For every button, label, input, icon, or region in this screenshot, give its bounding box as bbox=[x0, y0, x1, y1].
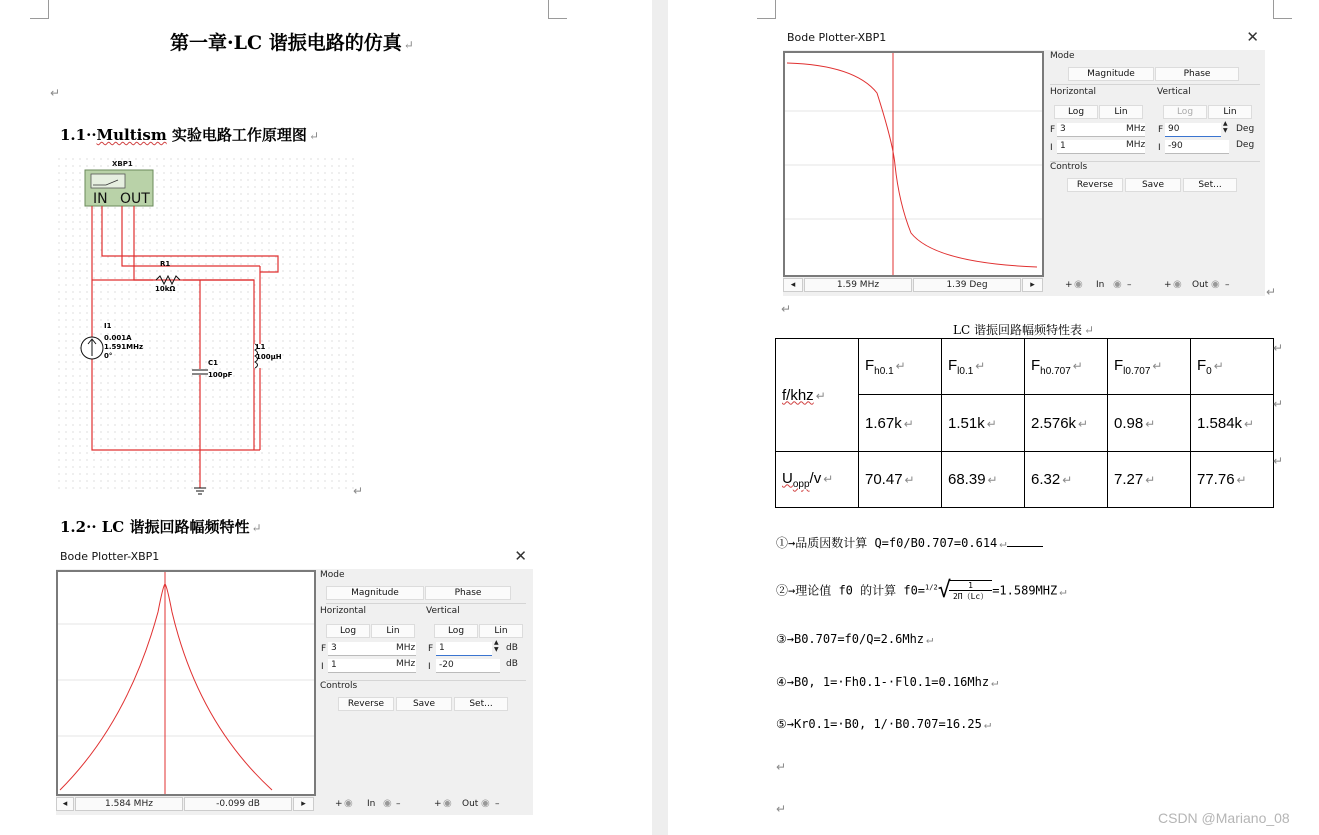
set-button[interactable]: Set... bbox=[1183, 178, 1237, 192]
cell-value: 1.584k bbox=[1197, 414, 1243, 432]
table-cell: 1.67k ↵ bbox=[859, 395, 942, 452]
controls-label: Controls bbox=[1050, 162, 1088, 172]
i1-amplitude: 0.001A bbox=[104, 334, 132, 342]
table-header-cell: $F_{l0.707}$ ↵ bbox=[1108, 339, 1191, 395]
bode-plotter-magnitude-window bbox=[56, 545, 533, 815]
cell-value: 1.51k bbox=[948, 414, 985, 432]
controls-label: Controls bbox=[320, 681, 358, 691]
cell-value: 1.67k bbox=[865, 414, 902, 432]
table-row bbox=[776, 339, 1274, 395]
window-title: Bode Plotter-XBP1 bbox=[60, 550, 160, 563]
h-initial-label: I bbox=[1050, 143, 1053, 153]
horizontal-lin-button[interactable]: Lin bbox=[1099, 105, 1143, 119]
header-main: F bbox=[948, 356, 958, 374]
out-minus-terminal-icon[interactable]: ◉ bbox=[1211, 279, 1220, 290]
out-label: Out bbox=[462, 799, 479, 809]
r1-label: R1 bbox=[160, 260, 171, 268]
calc-line-1: ①→品质因数计算 Q=f0/B0.707=0.614 ↵ bbox=[776, 534, 1043, 551]
vertical-label: Vertical bbox=[1157, 87, 1191, 97]
v-initial-label: I bbox=[428, 662, 431, 672]
in-minus-label: – bbox=[396, 799, 401, 809]
table-cell: 7.27 ↵ bbox=[1108, 452, 1191, 508]
paragraph-mark: ↵ bbox=[1083, 323, 1095, 337]
calc-exponent: 1/2 bbox=[925, 583, 938, 592]
cell-value: 7.27 bbox=[1114, 471, 1144, 488]
h-initial-unit: MHz bbox=[1126, 140, 1146, 150]
bode-plotter-instrument bbox=[85, 170, 153, 207]
horizontal-label: Horizontal bbox=[1050, 87, 1096, 97]
in-minus-terminal-icon[interactable]: ◉ bbox=[1113, 279, 1122, 290]
v-initial-unit: Deg bbox=[1236, 140, 1255, 150]
v-final-unit: Deg bbox=[1236, 124, 1255, 134]
value-readout: 1.39 Deg bbox=[913, 278, 1021, 292]
h-final-label: F bbox=[321, 644, 327, 654]
h-final-label: F bbox=[1050, 125, 1056, 135]
fraction-numerator: 1 bbox=[949, 581, 992, 591]
close-icon[interactable]: ✕ bbox=[1246, 28, 1259, 46]
c1-label: C1 bbox=[208, 359, 219, 367]
h-initial-field[interactable]: 1 bbox=[328, 659, 416, 673]
out-minus-label: – bbox=[495, 799, 500, 809]
chapter-title-text: 第一章·LC 谐振电路的仿真 bbox=[170, 32, 402, 54]
vertical-lin-button[interactable]: Lin bbox=[1208, 105, 1252, 119]
row-label-unit: /v bbox=[809, 469, 822, 487]
sqrt-icon: √ bbox=[937, 578, 951, 603]
cell-value: 77.76 bbox=[1197, 471, 1235, 488]
phase-button[interactable]: Phase bbox=[1155, 67, 1239, 81]
value-readout: -0.099 dB bbox=[184, 797, 292, 811]
corner-mark-top-left-page1 bbox=[30, 0, 49, 19]
header-sub: h0.707 bbox=[1040, 365, 1071, 377]
calc-line-2-text: ②→理论值 f0 的计算 f0= bbox=[776, 583, 926, 598]
c1-value: 100pF bbox=[208, 371, 233, 379]
cursor-right-button[interactable]: ▸ bbox=[1022, 278, 1043, 292]
calc-line-2: ②→理论值 f0 的计算 f0=$^{1/2}$√ $\frac{1}{2\Pi(Lc)}$ =1.589MHZ ↵ bbox=[776, 578, 1067, 603]
cursor-left-button[interactable]: ◂ bbox=[56, 797, 74, 811]
vertical-label: Vertical bbox=[426, 606, 460, 616]
out-plus-terminal-icon[interactable]: ◉ bbox=[1173, 279, 1182, 290]
section-heading-1 bbox=[60, 124, 319, 145]
vertical-log-button[interactable]: Log bbox=[1163, 105, 1207, 119]
cursor-left-button[interactable]: ◂ bbox=[783, 278, 803, 292]
reverse-button[interactable]: Reverse bbox=[338, 697, 394, 711]
fraction-denominator: 2Π（Lc） bbox=[952, 592, 989, 601]
calc-line-3: ③→B0.707=f0/Q=2.6Mhz ↵ bbox=[776, 632, 934, 646]
h-initial-field[interactable]: 1 bbox=[1057, 140, 1145, 154]
v-initial-label: I bbox=[1158, 143, 1161, 153]
mode-label: Mode bbox=[1050, 51, 1075, 61]
frequency-readout: 1.584 MHz bbox=[75, 797, 183, 811]
table-header-cell: $F_0$ ↵ bbox=[1191, 339, 1274, 395]
paragraph-mark: ↵ bbox=[353, 484, 364, 498]
header-sub: l0.1 bbox=[957, 365, 974, 377]
close-icon[interactable]: ✕ bbox=[514, 547, 527, 565]
corner-mark-top-right-page2 bbox=[1273, 0, 1292, 19]
cursor-right-button[interactable]: ▸ bbox=[293, 797, 314, 811]
magnitude-curve bbox=[60, 584, 272, 790]
spin-arrows-icon[interactable]: ▲ ▼ bbox=[494, 639, 499, 653]
table-cell: 6.32 ↵ bbox=[1025, 452, 1108, 508]
in-minus-terminal-icon[interactable]: ◉ bbox=[383, 798, 392, 809]
r1-value: 10kΩ bbox=[155, 285, 176, 293]
window-titlebar bbox=[56, 545, 533, 569]
calc-line-2-result: =1.589MHZ bbox=[992, 583, 1058, 598]
plot-gridlines bbox=[785, 111, 1042, 219]
out-terminal-label: OUT bbox=[120, 191, 150, 207]
magnitude-button[interactable]: Magnitude bbox=[326, 586, 424, 600]
horizontal-label: Horizontal bbox=[320, 606, 366, 616]
horizontal-log-button[interactable]: Log bbox=[326, 624, 370, 638]
h-final-field[interactable]: 3 bbox=[1057, 123, 1145, 137]
vertical-lin-button[interactable]: Lin bbox=[479, 624, 523, 638]
row-label-voltage: U bbox=[782, 469, 793, 487]
table-cell: 0.98 ↵ bbox=[1108, 395, 1191, 452]
section-rest: 实验电路工作原理图 bbox=[166, 126, 307, 144]
in-label: In bbox=[1096, 280, 1105, 290]
table-cell: 77.76 ↵ bbox=[1191, 452, 1274, 508]
out-minus-terminal-icon[interactable]: ◉ bbox=[481, 798, 490, 809]
paragraph-mark: ↵ bbox=[776, 760, 787, 774]
corner-mark-top-right-page1 bbox=[548, 0, 567, 19]
set-button[interactable]: Set... bbox=[454, 697, 508, 711]
phase-plot-svg bbox=[785, 53, 1042, 275]
save-button[interactable]: Save bbox=[396, 697, 452, 711]
phase-button[interactable]: Phase bbox=[425, 586, 511, 600]
paragraph-mark: ↵ bbox=[1273, 397, 1284, 411]
v-initial-field[interactable]: -20 bbox=[436, 659, 500, 673]
table-header-cell: $F_{h0.707}$ ↵ bbox=[1025, 339, 1108, 395]
v-final-field[interactable]: 90 bbox=[1165, 123, 1221, 137]
h-final-unit: MHz bbox=[1126, 124, 1146, 134]
chapter-title bbox=[170, 28, 414, 55]
v-final-field[interactable]: 1 bbox=[436, 642, 492, 656]
section-number: 1.1·· bbox=[60, 126, 97, 144]
row-label-frequency: f/khz bbox=[782, 386, 814, 404]
in-minus-label: – bbox=[1127, 280, 1132, 290]
v-initial-unit: dB bbox=[506, 659, 518, 669]
paragraph-mark: ↵ bbox=[781, 302, 792, 316]
magnitude-plot-svg bbox=[58, 572, 314, 794]
table-cell: 70.47 ↵ bbox=[859, 452, 942, 508]
header-main: F bbox=[865, 356, 875, 374]
v-final-label: F bbox=[428, 644, 434, 654]
table-caption-text: LC 谐振回路幅频特性表 bbox=[953, 323, 1082, 337]
header-main: F bbox=[1031, 356, 1041, 374]
circuit-schematic bbox=[58, 158, 368, 498]
in-label: In bbox=[367, 799, 376, 809]
table-cell: $U_{opp}/v$ ↵ bbox=[776, 452, 859, 508]
v-final-unit: dB bbox=[506, 643, 518, 653]
save-button[interactable]: Save bbox=[1125, 178, 1181, 192]
table-row bbox=[776, 452, 1274, 508]
table-cell: 1.51k ↵ bbox=[942, 395, 1025, 452]
calc-line-3-text: ③→B0.707=f0/Q=2.6Mhz bbox=[776, 632, 925, 646]
paragraph-mark: ↵ bbox=[251, 521, 262, 535]
out-label: Out bbox=[1192, 280, 1209, 290]
watermark: CSDN @Mariano_08 bbox=[1158, 810, 1290, 826]
paragraph-mark: ↵ bbox=[50, 86, 61, 100]
calc-line-4-text: ④→B0, 1=·Fh0.1-·Fl0.1=0.16Mhz bbox=[776, 675, 990, 689]
cell-value: 0.98 bbox=[1114, 414, 1144, 432]
h-final-field[interactable]: 3 bbox=[328, 642, 416, 656]
fraction bbox=[949, 580, 992, 602]
h-final-unit: MHz bbox=[396, 643, 416, 653]
in-plus-terminal-icon[interactable]: ◉ bbox=[1074, 279, 1083, 290]
calc-line-4: ④→B0, 1=·Fh0.1-·Fl0.1=0.16Mhz ↵ bbox=[776, 675, 999, 689]
section-heading-2-text: 1.2·· LC 谐振回路幅频特性 bbox=[60, 518, 250, 536]
cell-value: 2.576k bbox=[1031, 414, 1077, 432]
header-sub: l0.707 bbox=[1123, 365, 1151, 377]
table-cell: 1.584k ↵ bbox=[1191, 395, 1274, 452]
bode-plotter-phase-window bbox=[783, 26, 1265, 296]
lc-characteristic-table bbox=[775, 338, 1274, 508]
paragraph-mark: ↵ bbox=[776, 802, 787, 816]
plot-gridlines bbox=[58, 624, 314, 736]
out-minus-label: – bbox=[1225, 280, 1230, 290]
header-sub: 0 bbox=[1206, 365, 1212, 377]
xbp1-label: XBP1 bbox=[112, 160, 133, 168]
table-caption bbox=[953, 321, 1094, 338]
frequency-readout: 1.59 MHz bbox=[804, 278, 912, 292]
magnitude-button[interactable]: Magnitude bbox=[1068, 67, 1154, 81]
reverse-button[interactable]: Reverse bbox=[1067, 178, 1123, 192]
calc-line-5-text: ⑤→Kr0.1=·B0, 1/·B0.707=16.25 bbox=[776, 717, 982, 731]
l1-label: L1 bbox=[256, 343, 266, 351]
horizontal-lin-button[interactable]: Lin bbox=[371, 624, 415, 638]
section-heading-2 bbox=[60, 516, 262, 537]
h-initial-label: I bbox=[321, 662, 324, 672]
out-plus-terminal-icon[interactable]: ◉ bbox=[443, 798, 452, 809]
window-title: Bode Plotter-XBP1 bbox=[787, 31, 887, 44]
table-cell: 2.576k ↵ bbox=[1025, 395, 1108, 452]
section-word: Multism bbox=[96, 126, 167, 144]
paragraph-mark: ↵ bbox=[1273, 341, 1284, 355]
magnitude-plot bbox=[56, 570, 316, 796]
phase-plot bbox=[783, 51, 1044, 277]
window-titlebar bbox=[783, 26, 1265, 50]
page-gap bbox=[652, 0, 668, 835]
table-cell: 68.39 ↵ bbox=[942, 452, 1025, 508]
in-terminal-label: IN bbox=[93, 191, 108, 207]
out-plus-label: + bbox=[434, 799, 442, 809]
i1-phase: 0° bbox=[104, 352, 113, 360]
out-plus-label: + bbox=[1164, 280, 1172, 290]
mode-label: Mode bbox=[320, 570, 345, 580]
i1-label: I1 bbox=[104, 322, 112, 330]
paragraph-mark: ↵ bbox=[403, 38, 414, 52]
separator bbox=[1050, 84, 1260, 85]
spin-arrows-icon[interactable]: ▲ ▼ bbox=[1223, 120, 1228, 134]
separator bbox=[326, 603, 526, 604]
in-plus-terminal-icon[interactable]: ◉ bbox=[344, 798, 353, 809]
l1-value: 100μH bbox=[256, 353, 282, 361]
calc-line-5: ⑤→Kr0.1=·B0, 1/·B0.707=16.25 ↵ bbox=[776, 717, 992, 731]
row-label-sub: opp bbox=[792, 478, 810, 490]
v-initial-field[interactable]: -90 bbox=[1165, 140, 1229, 154]
cell-value: 68.39 bbox=[948, 471, 986, 488]
calc-line-1-text: ①→品质因数计算 Q=f0/B0.707=0.614 bbox=[776, 536, 998, 550]
cell-value: 6.32 bbox=[1031, 471, 1061, 488]
table-header-cell: $F_{h0.1}$ ↵ bbox=[859, 339, 942, 395]
table-cell: f/khz ↵ bbox=[776, 339, 859, 452]
in-plus-label: + bbox=[1065, 280, 1073, 290]
in-plus-label: + bbox=[335, 799, 343, 809]
paragraph-mark: ↵ bbox=[308, 129, 319, 143]
v-final-label: F bbox=[1158, 125, 1164, 135]
i1-frequency: 1.591MHz bbox=[104, 343, 144, 351]
corner-mark-top-left-page2 bbox=[757, 0, 776, 19]
horizontal-log-button[interactable]: Log bbox=[1054, 105, 1098, 119]
paragraph-mark: ↵ bbox=[1266, 285, 1277, 299]
header-sub: h0.1 bbox=[874, 365, 894, 377]
h-initial-unit: MHz bbox=[396, 659, 416, 669]
table-header-cell: $F_{l0.1}$ ↵ bbox=[942, 339, 1025, 395]
header-main: F bbox=[1114, 356, 1124, 374]
header-main: F bbox=[1197, 356, 1207, 374]
cell-value: 70.47 bbox=[865, 471, 903, 488]
vertical-log-button[interactable]: Log bbox=[434, 624, 478, 638]
paragraph-mark: ↵ bbox=[1273, 454, 1284, 468]
